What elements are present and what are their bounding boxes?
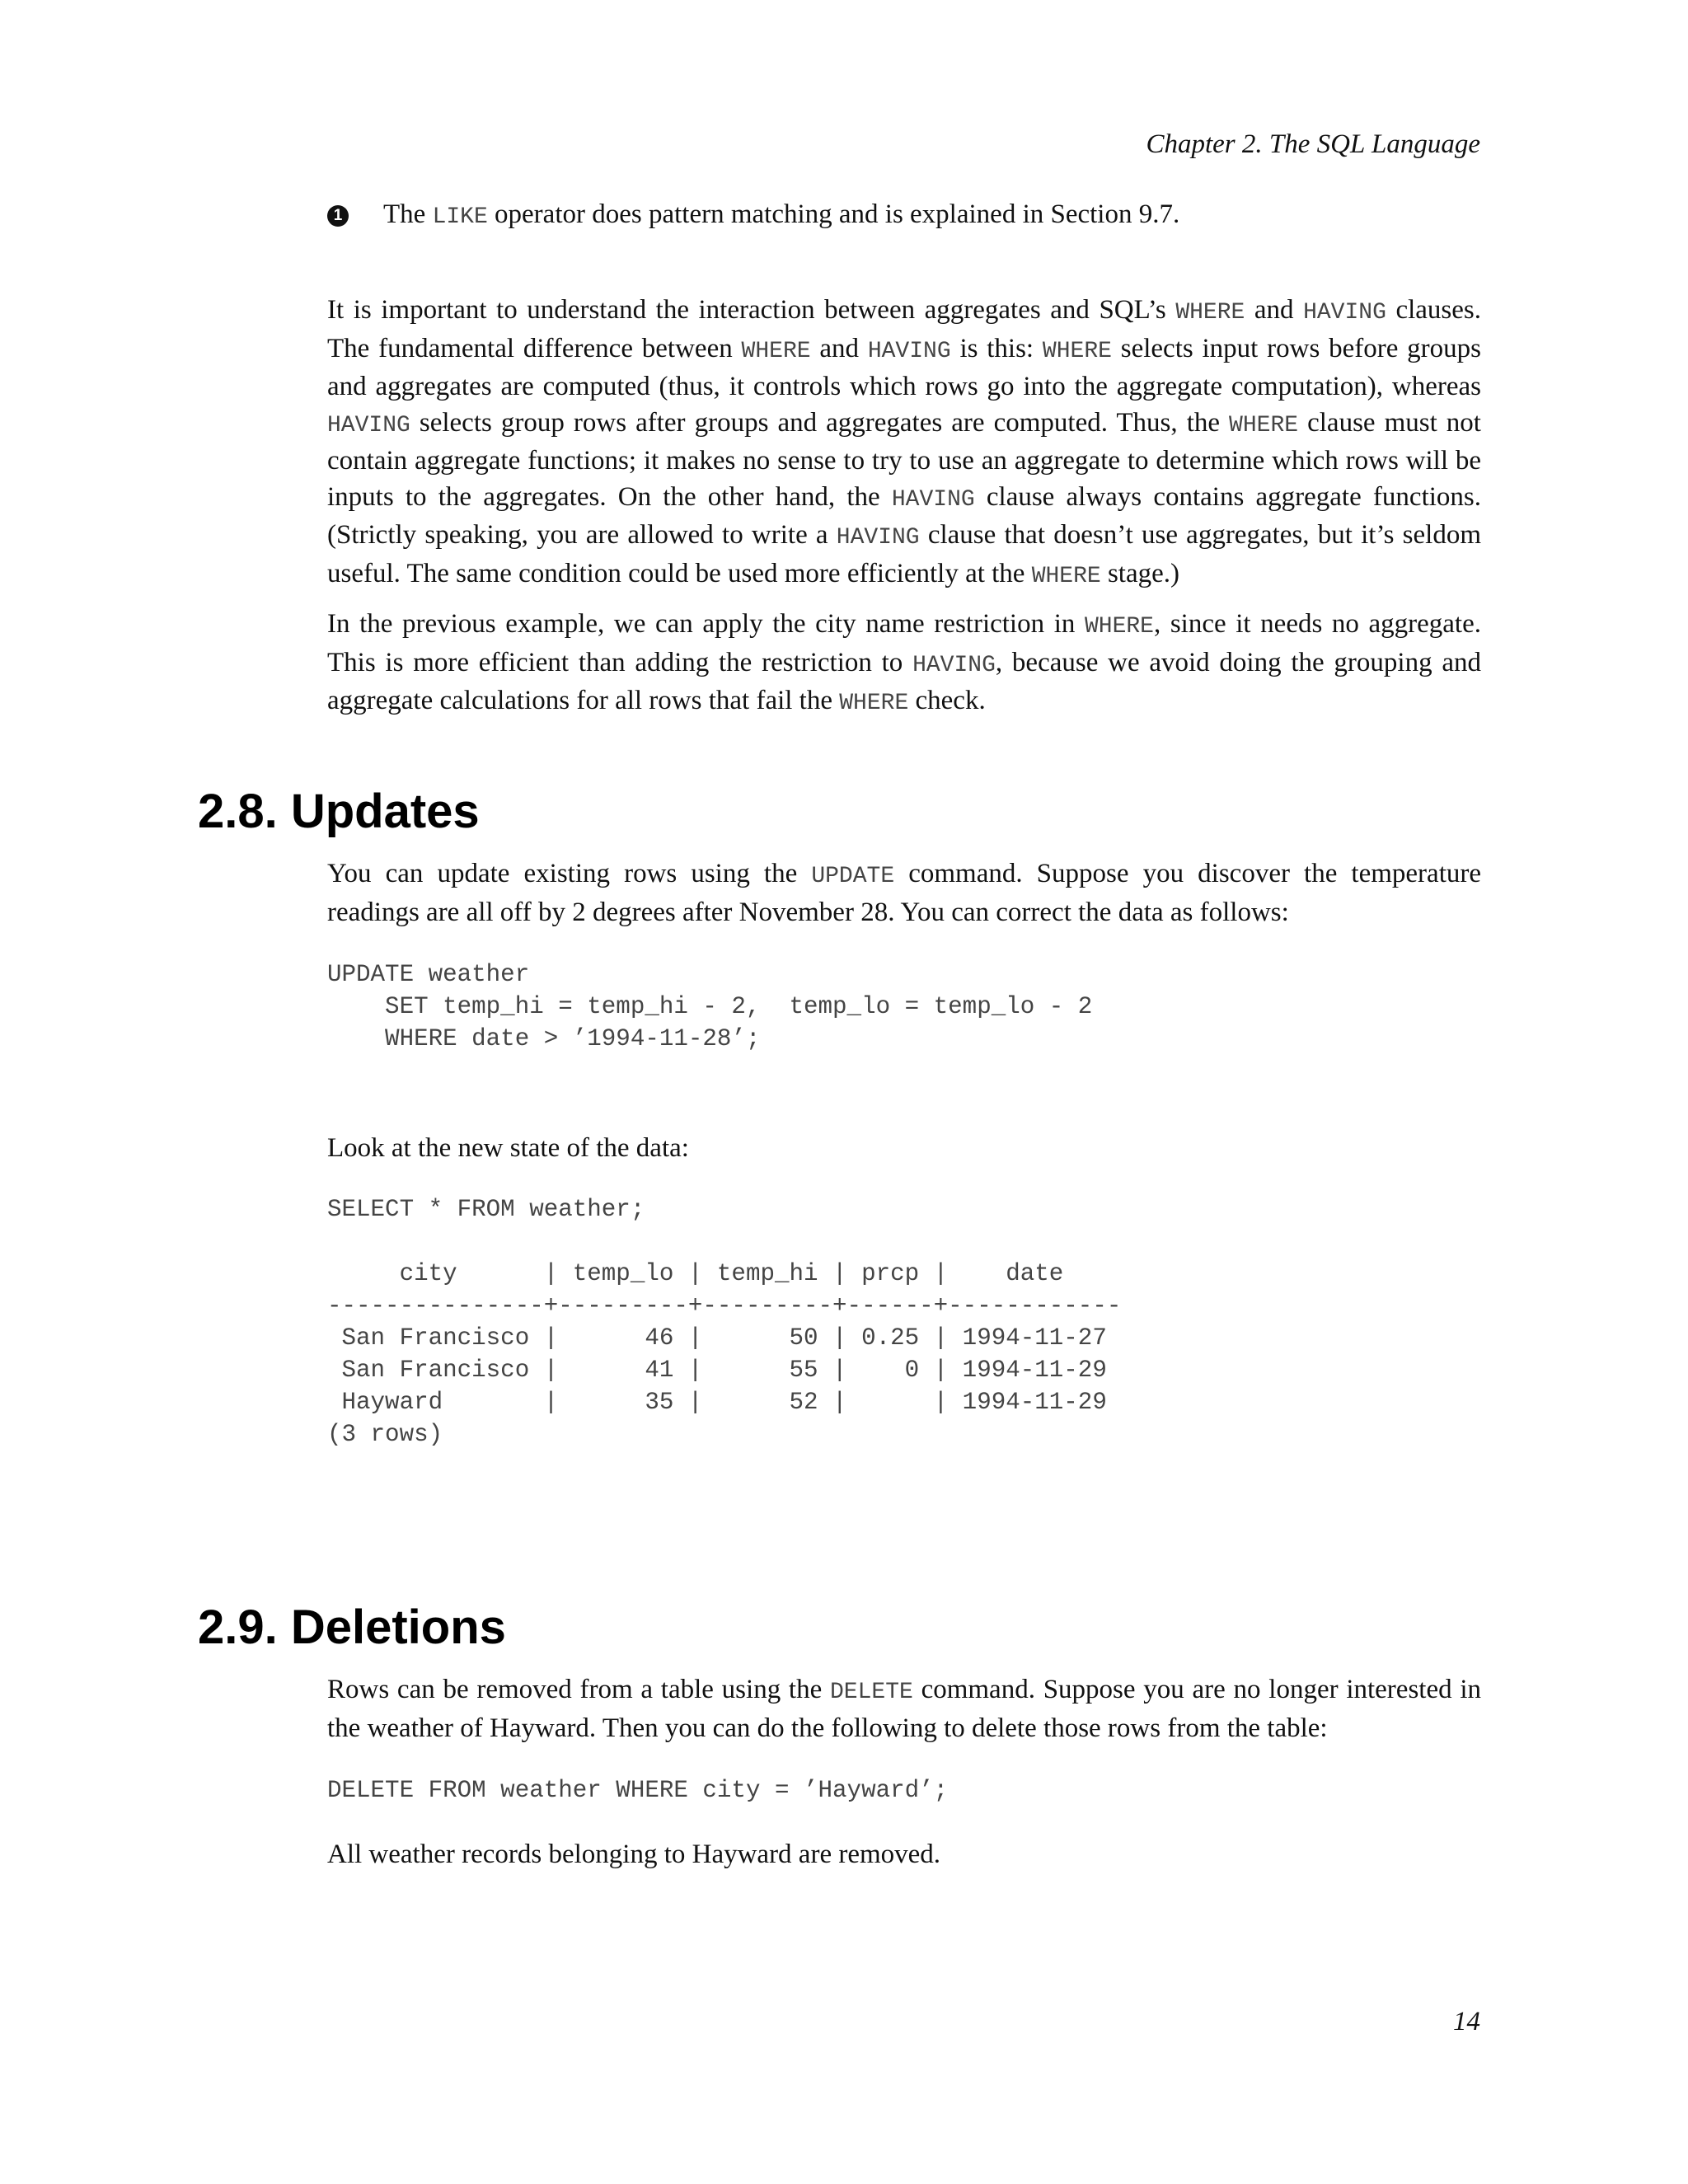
callout-text: The LIKE operator does pattern matching and is explained in Section 9.7. <box>383 199 1180 230</box>
paragraph-where-having: It is important to understand the interaction between aggregates and SQL’s WHERE and HAVING clauses. The fundamental difference between WHERE and HAVING is this: WHERE selects input rows before groups and aggregates are computed (thus, it controls which rows go into the aggregate computation), whereas HAVING selects group rows after groups and aggregates are computed. Thus, the WHERE clause must not contain aggregate functions; it makes no sense to try to use an aggregate to determine which rows will be inputs to the aggregates. On the other hand, the HAVING clause always contains aggregate functions. (Strictly speaking, you are allowed to write a HAVING clause that doesn’t use aggregates, but it’s seldom useful. The same condition could be used more efficiently at the WHERE stage.) <box>327 295 1482 589</box>
callout-note <box>327 196 1481 236</box>
code-block-delete: DELETE FROM weather WHERE city = ’Hayward’; <box>327 1777 949 1804</box>
section-heading-updates: 2.8. Updates <box>198 785 480 838</box>
code-block-select-output: SELECT * FROM weather; city | temp_lo | temp_hi | prcp | date ---------------+---------+---------+------+------------ San Francisco | 46 | 50 | 0.25 | 1994-11-27 San Francisco | 41 | 55 | 0 | 1994-11-29 Hayward | 35 | 52 | | 1994-11-29 (3 rows) <box>327 1196 1122 1448</box>
updates-intro <box>327 856 1481 930</box>
aggregates-discussion <box>327 293 1481 722</box>
look-text-block <box>327 1131 1481 1167</box>
deletions-intro <box>327 1672 1481 1746</box>
section-heading-deletions: 2.9. Deletions <box>198 1601 506 1654</box>
running-header: Chapter 2. The SQL Language <box>1146 129 1480 159</box>
paragraph-delete-outro: All weather records belonging to Hayward are removed. <box>327 1840 941 1869</box>
callout-number-icon: 1 <box>327 205 349 227</box>
paragraph-look: Look at the new state of the data: <box>327 1133 689 1163</box>
paragraph-delete-intro: Rows can be removed from a table using the DELETE command. Suppose you are no longer interested in the weather of Hayward. Then you can do the following to delete those rows from the table: <box>327 1675 1482 1743</box>
deletions-outro-block <box>327 1837 1481 1873</box>
paragraph-update-intro: You can update existing rows using the UPDATE command. Suppose you discover the temperature readings are all off by 2 degrees after November 28. You can correct the data as follows: <box>327 859 1481 927</box>
page-number: 14 <box>1453 2007 1480 2036</box>
paragraph-previous-example: In the previous example, we can apply the city name restriction in WHERE, since it needs no aggregate. This is more efficient than adding the restriction to HAVING, because we avoid doing the grouping and aggregate calculations for all rows that fail the WHERE check. <box>327 609 1482 716</box>
code-block-update: UPDATE weather SET temp_hi = temp_hi - 2, temp_lo = temp_lo - 2 WHERE date > ’1994-11-28’; <box>327 961 1093 1052</box>
